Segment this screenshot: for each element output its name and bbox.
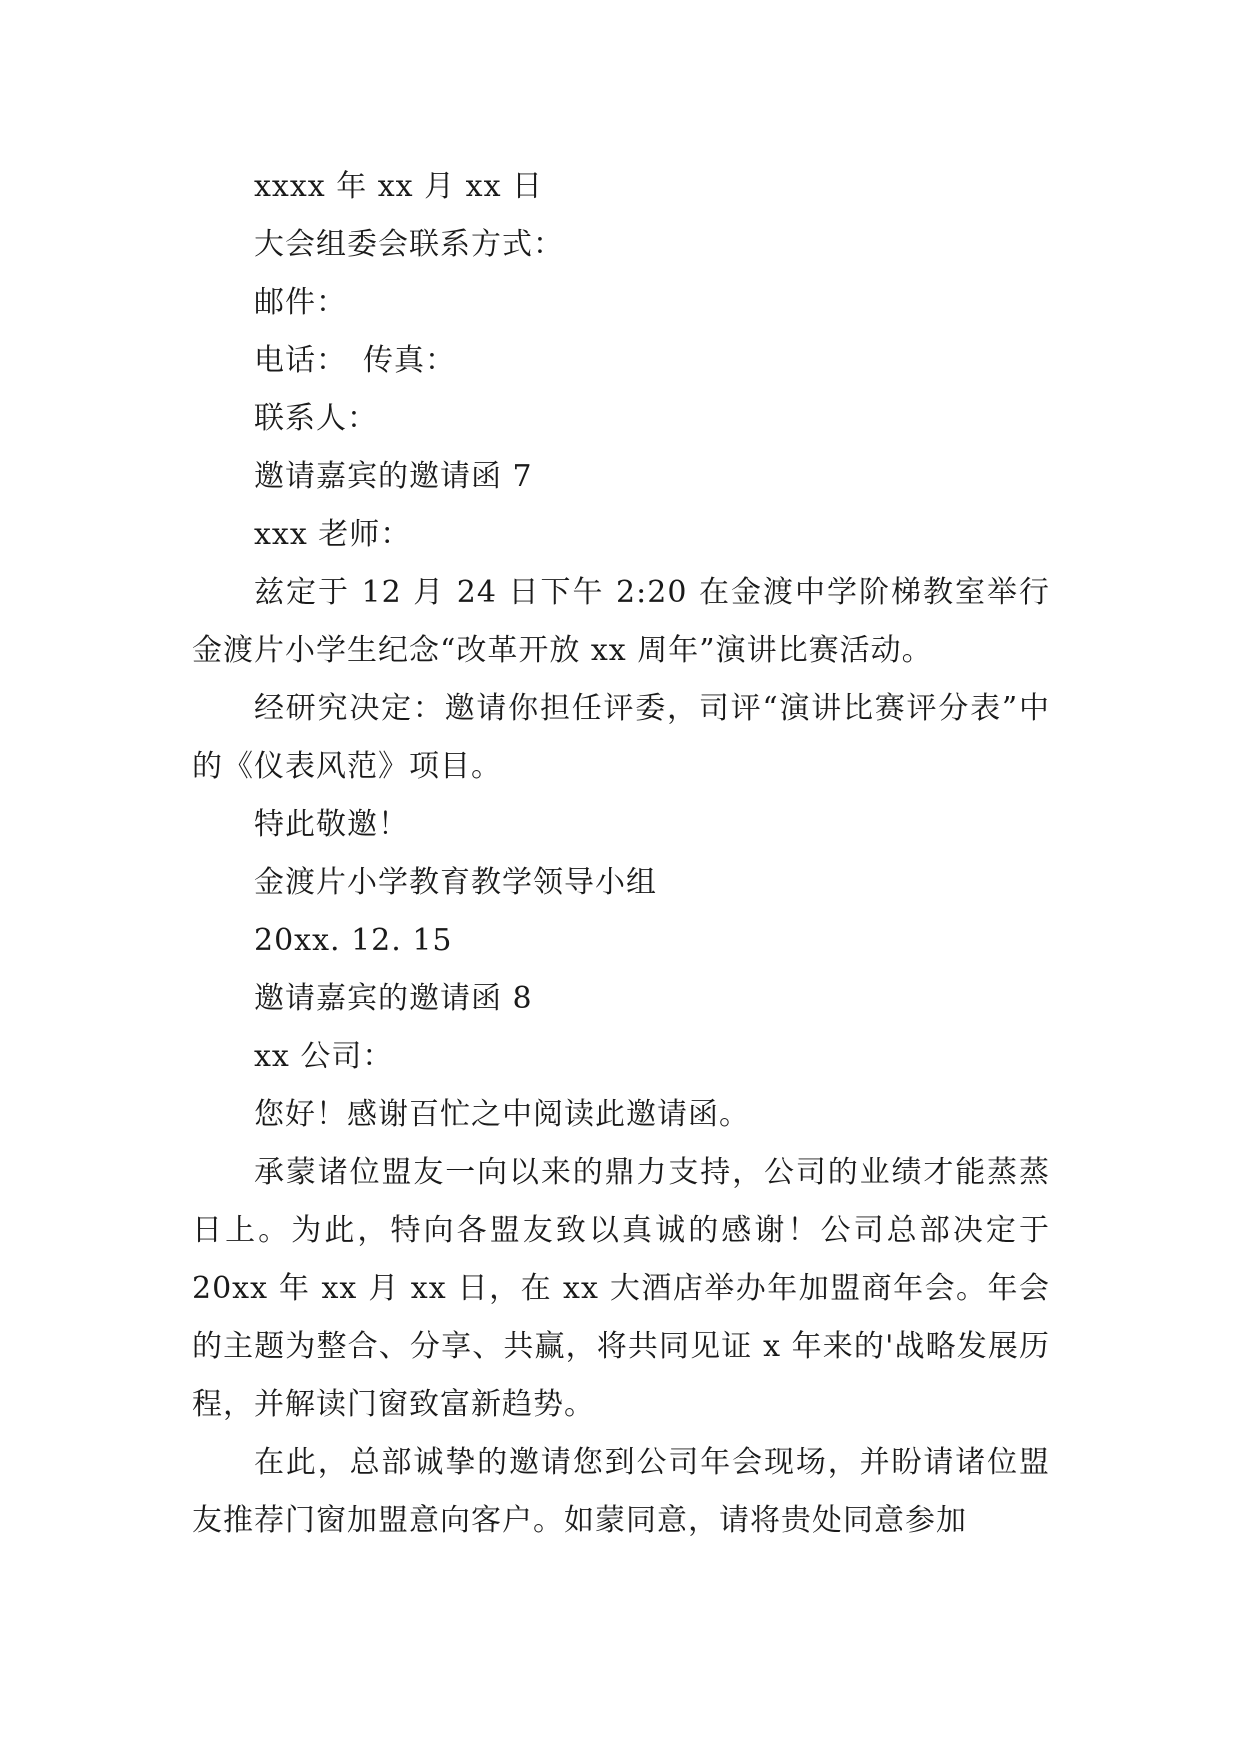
email-line: 邮件： <box>254 285 347 320</box>
paragraph-7b: 经研究决定：邀请你担任评委，司评“演讲比赛评分表”中的《仪表风范》项目。 <box>192 691 1050 784</box>
date-7: 20xx. 12. 15 <box>254 923 453 958</box>
date-line: xxxx 年 xx 月 xx 日 <box>254 169 544 204</box>
phone-fax-line: 电话： 传真： <box>254 343 456 378</box>
paragraph-7a: 兹定于 12 月 24 日下午 2:20 在金渡中学阶梯教室举行金渡片小学生纪念“改革开放 xx 周年”演讲比赛活动。 <box>192 575 1050 668</box>
salutation-7: xxx 老师： <box>254 517 412 552</box>
paragraph-8a: 承蒙诸位盟友一向以来的鼎力支持，公司的业绩才能蒸蒸日上。为此，特向各盟友致以真诚的感谢！公司总部决定于 20xx 年 xx 月 xx 日，在 xx 大酒店举办年加盟商年会。年会的主题为整合、分享、共赢，将共同见证 x 年来的'战略发展历程，并解读门窗致富新趋势。 <box>192 1155 1050 1422</box>
salutation-8: xx 公司： <box>254 1039 394 1074</box>
greeting-8: 您好！感谢百忙之中阅读此邀请函。 <box>254 1097 750 1132</box>
section-title-8: 邀请嘉宾的邀请函 8 <box>254 981 533 1016</box>
committee-contact-heading: 大会组委会联系方式： <box>254 227 564 262</box>
document-body <box>192 158 1050 1550</box>
section-title-7: 邀请嘉宾的邀请函 7 <box>254 459 533 494</box>
contact-person-line: 联系人： <box>254 401 378 436</box>
closing-7: 特此敬邀！ <box>254 807 409 842</box>
signer-7: 金渡片小学教育教学领导小组 <box>254 865 657 900</box>
paragraph-8b: 在此，总部诚挚的邀请您到公司年会现场，并盼请诸位盟友推荐门窗加盟意向客户。如蒙同意，请将贵处同意参加 <box>192 1445 1050 1538</box>
